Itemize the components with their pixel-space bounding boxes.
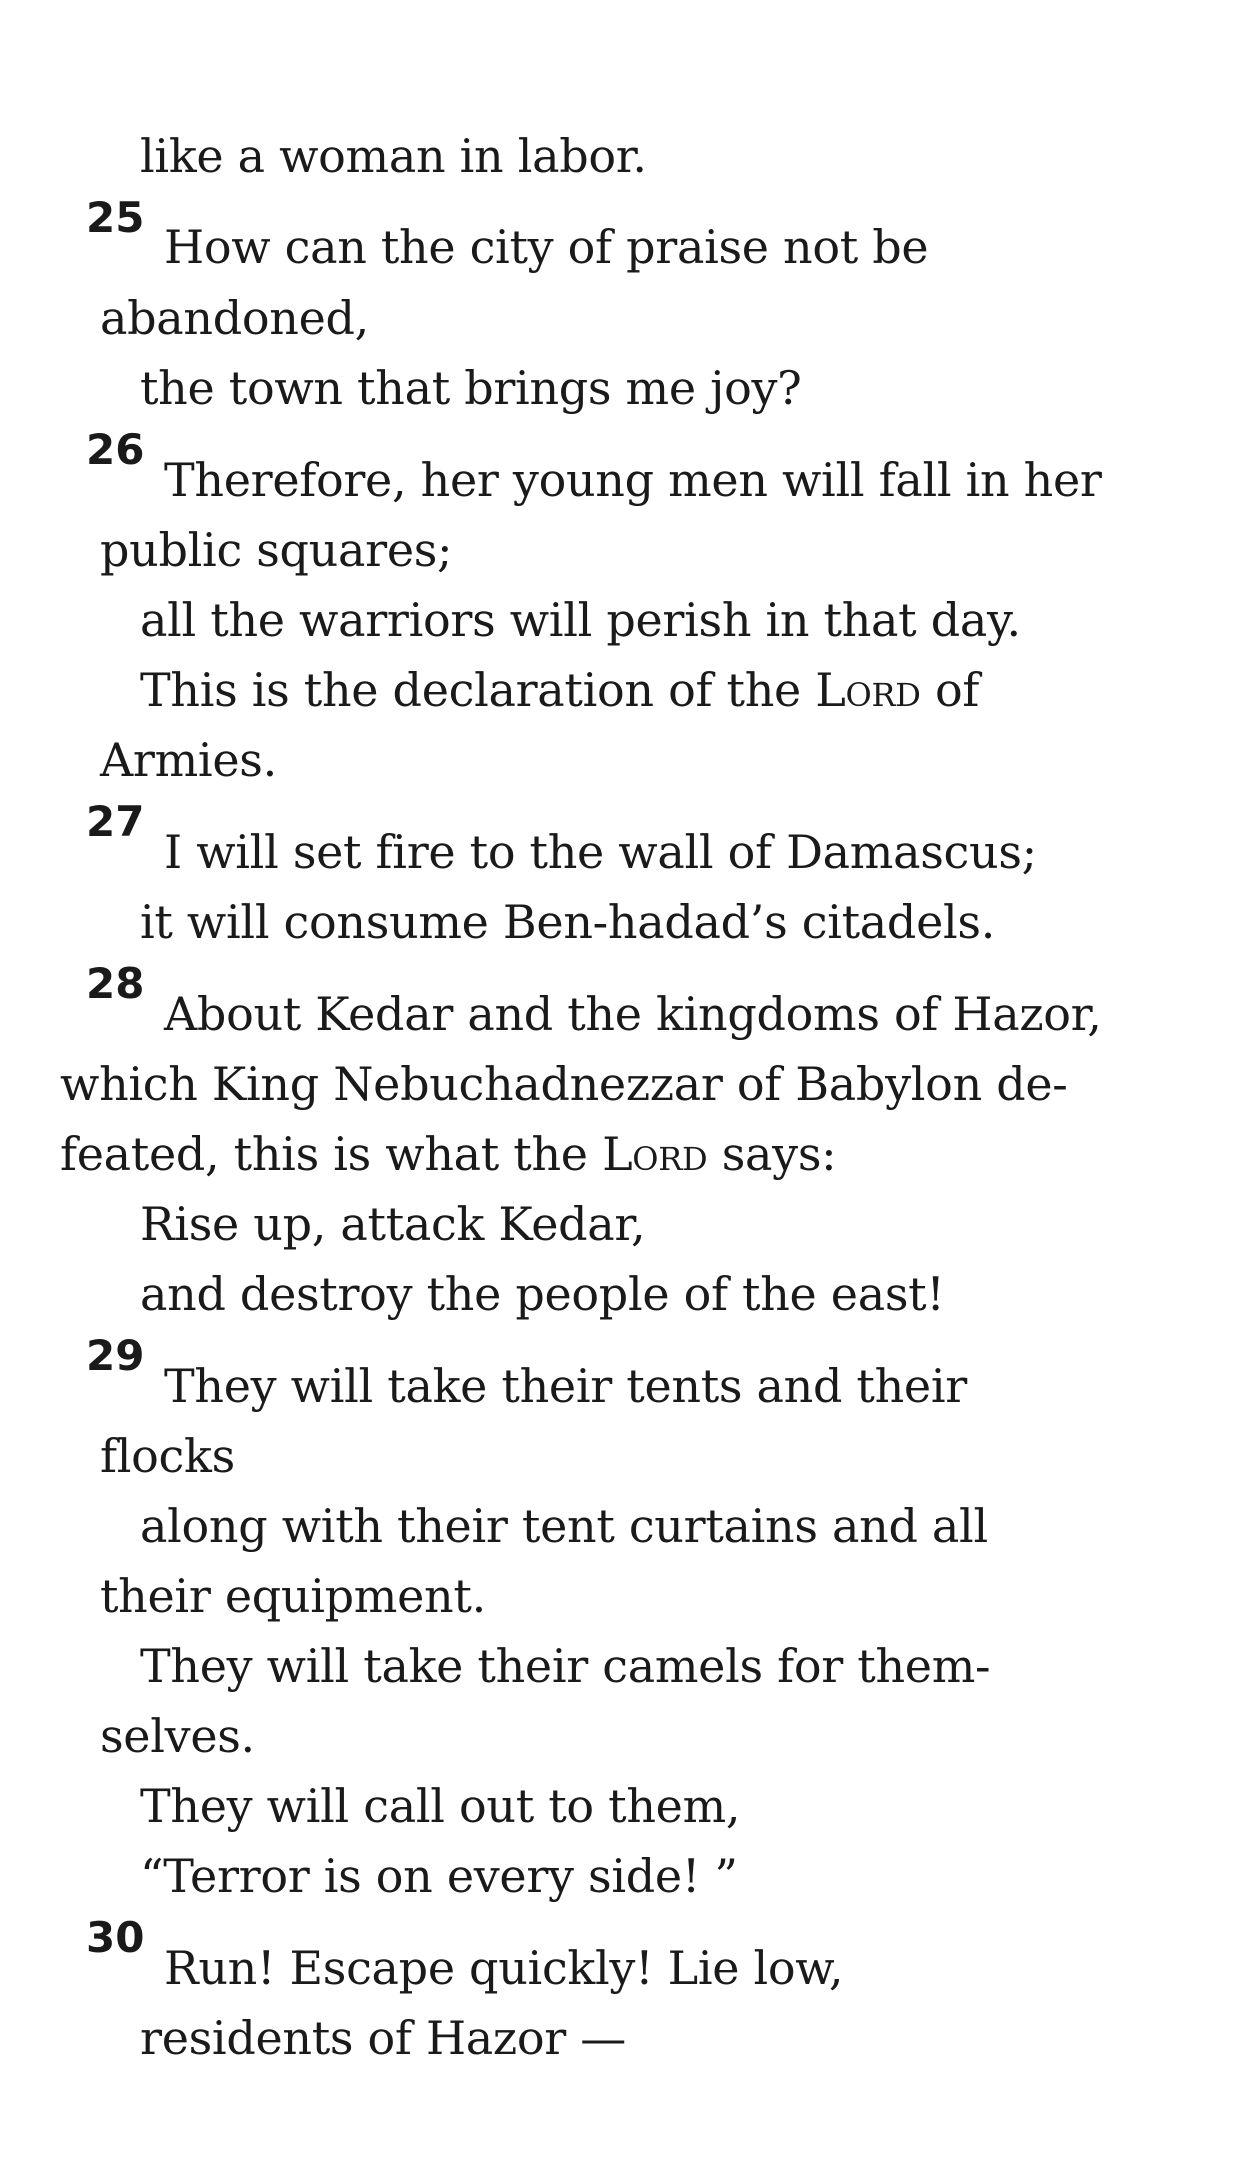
text-line: How can the city of praise not be xyxy=(164,220,929,274)
text-line: I will set fire to the wall of Damascus; xyxy=(164,825,1037,879)
text-fragment: feated, this is what the xyxy=(60,1127,588,1181)
text-line: flocks xyxy=(100,1429,235,1483)
text-line: which King Nebuchadnezzar of Babylon de- xyxy=(60,1057,1068,1111)
text-line: their equipment. xyxy=(100,1569,486,1623)
text-fragment: This is the declaration of the xyxy=(140,663,801,717)
text-line: They will take their camels for them- xyxy=(140,1639,991,1693)
text-line: Run! Escape quickly! Lie low, xyxy=(164,1941,844,1995)
verse-number-27: 27 xyxy=(86,797,145,846)
text-line: along with their tent curtains and all xyxy=(140,1499,988,1553)
text-line: Therefore, her young men will fall in her xyxy=(164,453,1102,507)
text-line: Armies. xyxy=(100,733,277,787)
text-line: “Terror is on every side! ” xyxy=(140,1849,738,1903)
text-line: About Kedar and the kingdoms of Hazor, xyxy=(164,987,1102,1041)
text-line: selves. xyxy=(100,1709,255,1763)
text-line: abandoned, xyxy=(100,291,369,345)
text-fragment: of xyxy=(934,663,980,717)
text-line: the town that brings me joy? xyxy=(140,361,802,415)
text-line: it will consume Ben-hadad’s citadels. xyxy=(140,895,996,949)
text-fragment: says: xyxy=(721,1127,837,1181)
text-line: and destroy the people of the east! xyxy=(140,1267,945,1321)
verse-number-25: 25 xyxy=(86,193,145,242)
verse-number-30: 30 xyxy=(86,1913,145,1962)
text-line xyxy=(140,660,979,720)
verse-number-26: 26 xyxy=(86,425,145,474)
divine-name: Lord xyxy=(602,1127,708,1181)
text-line: public squares; xyxy=(100,523,453,577)
verse-number-28: 28 xyxy=(86,959,145,1008)
text-line xyxy=(60,1124,836,1184)
text-line: They will call out to them, xyxy=(140,1779,741,1833)
text-line: They will take their tents and their xyxy=(164,1359,967,1413)
text-line: like a woman in labor. xyxy=(140,129,647,183)
text-line: all the warriors will perish in that day. xyxy=(140,593,1021,647)
text-line: residents of Hazor — xyxy=(140,2011,626,2065)
divine-name: Lord xyxy=(815,663,921,717)
text-line: Rise up, attack Kedar, xyxy=(140,1197,646,1251)
verse-number-29: 29 xyxy=(86,1331,145,1380)
